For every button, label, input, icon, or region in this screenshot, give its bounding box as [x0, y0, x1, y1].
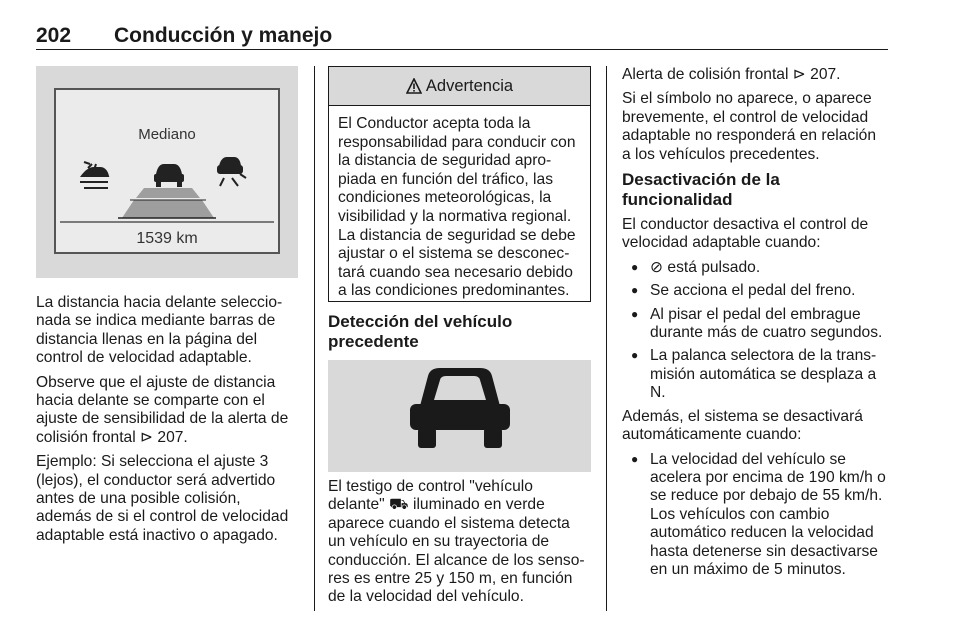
list-item: ● ⊘ está pulsado. — [622, 259, 888, 277]
page-header — [36, 24, 332, 48]
column-3 — [622, 66, 888, 584]
column-1 — [36, 294, 298, 551]
paragraph: Además, el sistema se desactivará automáticamente cuando: — [622, 407, 863, 444]
column-divider-1 — [314, 66, 315, 611]
paragraph: La distancia hacia delante seleccio- nada se indica mediante barras de distancia llenas en la página del control de velocidad adaptable. — [36, 294, 283, 367]
vehicle-ahead-icon — [154, 164, 184, 187]
section-heading: Detección del vehículo precedente — [328, 312, 513, 351]
paragraph: El testigo de control "vehículo delante" ⛟ iluminado en verde aparece cuando el sistema detecta un vehículo en su trayectoria de conducción. El alcance de los senso- res es entre 25 y 150 m, en función de la velocidad del vehículo. — [328, 478, 585, 606]
header-rule — [36, 49, 888, 50]
page-title: Conducción y manejo — [114, 24, 333, 47]
collision-alert-icon — [218, 158, 246, 186]
distance-mode-label: Mediano — [138, 126, 196, 143]
paragraph: El conductor desactiva el control de velocidad adaptable cuando: — [622, 216, 869, 252]
column-divider-2 — [606, 66, 607, 611]
follow-distance-icon — [80, 162, 108, 188]
section-heading: Desactivación de la funcionalidad — [622, 170, 780, 210]
paragraph: Si el símbolo no aparece, o aparece brevemente, el control de velocidad adaptable no responderá en relación a los vehículos precedentes. — [622, 90, 877, 163]
list-item: ● Se acciona el pedal del freno. — [622, 282, 888, 300]
warning-body: El Conductor acepta toda la responsabilidad para conducir con la distancia de seguridad apro- piada en función del tráfico, las condiciones meteorológicas, la visibilidad y la normativa regional. La distancia de seguridad se debe ajustar o el sistema se desconec- tará cuando sea necesario debido a las condiciones predominantes. — [338, 115, 576, 300]
display-screen — [54, 88, 280, 254]
deactivation-list — [622, 259, 888, 403]
section-heading-wrap — [328, 312, 591, 352]
column-2-text — [328, 478, 591, 613]
paragraph: Alerta de colisión frontal ⊳ 207. — [622, 66, 841, 83]
warning-title: Advertencia — [425, 76, 514, 95]
warning-box — [328, 66, 591, 302]
display-illustration — [36, 66, 298, 278]
page-number: 202 — [36, 24, 72, 47]
car-front-icon — [410, 368, 510, 448]
odometer-readout: 1539 km — [136, 230, 198, 247]
warning-header — [329, 67, 590, 106]
auto-deactivation-list — [622, 451, 888, 580]
distance-bar-1 — [122, 200, 214, 218]
warning-triangle-icon — [406, 78, 422, 94]
paragraph: Ejemplo: Si selecciona el ajuste 3 (lejos), el conductor será advertido antes de una posible colisión, además de si el control de velocidad adaptable está inactivo o apagado. — [36, 453, 289, 544]
vehicle-ahead-indicator-illustration — [328, 360, 591, 472]
paragraph: Observe que el ajuste de distancia hacia delante se comparte con el ajuste de sensibilidad de la alerta de colisión frontal ⊳ 207. — [36, 373, 289, 446]
list-item: ● Al pisar el pedal del embrague durante más de cuatro segundos. — [622, 306, 888, 343]
distance-bar-2 — [136, 188, 200, 198]
list-item: ● La velocidad del vehículo se acelera por encima de 190 km/h o se reduce por debajo de 55 km/h. Los vehículos con cambio automático reducen la velocidad hasta detenerse sin desactivarse en un máximo de 5 minutos. — [622, 451, 888, 580]
list-item: ● La palanca selectora de la trans- misión automática se desplaza a N. — [622, 347, 888, 402]
